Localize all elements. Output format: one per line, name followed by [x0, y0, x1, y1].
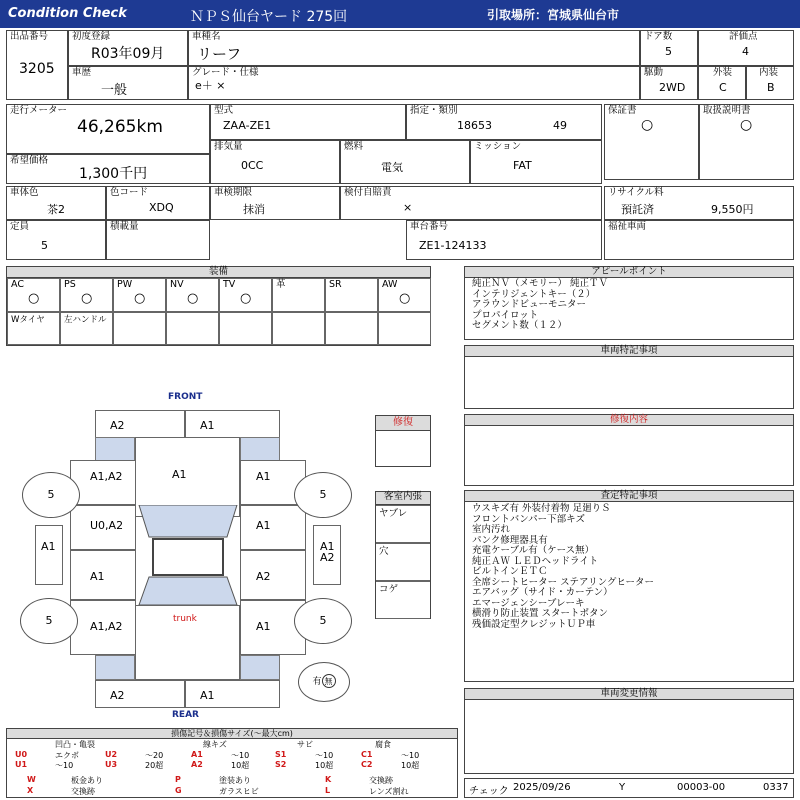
model-name-cell: [188, 30, 640, 66]
legend-code: G: [175, 786, 182, 795]
equip-label: PS: [64, 279, 76, 290]
legend-desc: 10超: [401, 761, 420, 770]
price-label: 希望価格: [10, 155, 49, 166]
price: 1,300千円: [79, 166, 148, 182]
legend-desc: 〜10: [401, 751, 420, 760]
room-item: [376, 543, 430, 581]
equip-mark: ○: [134, 291, 146, 306]
legend-code: U3: [105, 760, 118, 769]
room-item: [376, 581, 430, 619]
legend-code: S2: [275, 760, 287, 769]
legend-code: W: [27, 775, 36, 784]
repair-content-section: [464, 414, 794, 486]
legend-code: U0: [15, 750, 28, 759]
interior-label: 内装: [759, 67, 779, 78]
legend-desc: 〜10: [55, 761, 74, 770]
odometer-cell: [6, 104, 210, 154]
appeal-title: アピールポイント: [465, 267, 793, 278]
color-code-label: 色コード: [110, 187, 149, 198]
check-code: 00003-00: [677, 782, 726, 793]
legend-title: 損傷記号＆損傷サイズ(〜最大cm): [7, 729, 457, 739]
mark-mirror-r2: A2: [320, 551, 335, 564]
equip-label: 革: [276, 279, 286, 290]
interior: B: [767, 81, 775, 94]
manual: ○: [740, 117, 753, 133]
first-reg: R03年09月: [91, 46, 165, 62]
inspector-line: フロントバンパー下部キズ: [472, 513, 585, 525]
repair-box: [375, 415, 431, 467]
room-item-label: 穴: [379, 546, 389, 557]
equip-mark: ○: [28, 291, 40, 306]
check-mark: Y: [619, 782, 626, 793]
grade-label: グレード・仕様: [192, 67, 259, 78]
spare-pre: 有: [312, 677, 322, 687]
welfare-label: 福祉車両: [608, 221, 647, 232]
legend-desc: 〜20: [145, 751, 164, 760]
mark-l4: A1,A2: [90, 620, 123, 633]
equip2-cell-6: [325, 312, 378, 345]
equip-label: PW: [117, 279, 133, 290]
liability: ×: [403, 201, 413, 214]
equip2-cell-3: [166, 312, 219, 345]
legend-code: C1: [361, 750, 373, 759]
exterior-label: 外装: [713, 67, 733, 78]
color-code-cell: [106, 186, 210, 220]
drive: 2WD: [659, 81, 686, 94]
rear-bumper-left: [95, 680, 185, 708]
manual-cell: [699, 104, 794, 180]
inspector-section: [464, 490, 794, 682]
first-reg-label: 初度登録: [72, 31, 111, 42]
mission-cell: [470, 140, 602, 184]
exterior-cell: [698, 66, 746, 100]
legend-desc: 〜10: [315, 751, 334, 760]
tire-rear-right: 5: [294, 598, 352, 644]
chassis-cell: [406, 220, 602, 260]
legend-code: P: [175, 775, 181, 784]
rating-label: 評価点: [729, 31, 758, 42]
recycle-cell: [604, 186, 794, 220]
history-cell: [68, 66, 188, 100]
room-title: 客室内張: [376, 492, 430, 505]
legend-group: サビ: [297, 740, 313, 749]
manual-label: 取扱説明書: [703, 105, 751, 116]
color-label: 車体色: [10, 187, 39, 198]
mark-rt1: A1: [256, 470, 271, 483]
equip2-label: Wタイヤ: [11, 315, 45, 325]
legend-code: U2: [105, 750, 118, 759]
lot-number: 3205: [19, 61, 55, 77]
legend-code: C2: [361, 760, 373, 769]
inspector-line: エアバッグ（サイド・カーテン）: [472, 587, 613, 598]
legend-desc: 〜10: [231, 751, 250, 760]
color-cell: [6, 186, 106, 220]
legend: [6, 728, 458, 798]
capacity-cell: [6, 220, 106, 260]
doors-label: ドア数: [644, 31, 673, 42]
recycle-status: 預託済: [621, 203, 654, 216]
room-item-label: ヤブレ: [379, 508, 408, 519]
mark-rt4: A1: [256, 620, 271, 633]
check-label: チェック: [469, 786, 509, 797]
legend-desc: 塗装あり: [219, 776, 251, 785]
equip-cell-6: [325, 278, 378, 312]
equip2-cell-7: [378, 312, 431, 345]
header-center: ＮＰＳ仙台ヤード 275回: [190, 9, 348, 25]
legend-desc: 交換跡: [369, 776, 393, 785]
displacement-label: 排気量: [214, 141, 243, 152]
tire-front-left: 5: [22, 472, 80, 518]
first-reg-cell: [68, 30, 188, 66]
displacement-cell: [210, 140, 340, 184]
equip-mark: ○: [399, 291, 411, 306]
equip-label: NV: [170, 279, 184, 290]
equip-mark: ○: [187, 291, 199, 306]
price-cell: [6, 154, 210, 184]
front-corner-right: [240, 437, 280, 461]
legend-desc: エクボ: [55, 751, 79, 760]
inspection-label: 車検期限: [214, 187, 253, 198]
type: ZAA-ZE1: [223, 119, 272, 132]
appeal-line: プロパイロット: [472, 309, 539, 321]
equip-cell-3: [166, 278, 219, 312]
equip2-label: 左ハンドル: [64, 315, 107, 325]
room-box: [375, 491, 431, 619]
mark-mirror-l: A1: [41, 540, 56, 553]
equip2-cell-5: [272, 312, 325, 345]
change-section: [464, 688, 794, 774]
chassis-label: 車台番号: [410, 221, 449, 232]
room-item: [376, 505, 430, 543]
special-section: [464, 345, 794, 409]
trunk-label: trunk: [173, 614, 197, 624]
repair-content-title: 修復内容: [465, 415, 793, 426]
recycle-label: リサイクル料: [608, 187, 664, 198]
legend-group: 線キズ: [203, 740, 227, 749]
drive-cell: [640, 66, 698, 100]
header-bar: [0, 0, 800, 28]
legend-desc: ガラスヒビ: [219, 787, 259, 796]
warranty: ○: [641, 117, 654, 133]
legend-desc: 板金あり: [71, 776, 103, 785]
mark-f-left: A2: [110, 419, 125, 432]
equip2-cell-1: [60, 312, 113, 345]
capacity: 5: [41, 239, 48, 252]
equip-mark: ○: [81, 291, 93, 306]
interior-cell: [746, 66, 794, 100]
inspector-line: パンク修理器具有: [472, 534, 548, 546]
doors: 5: [665, 45, 672, 58]
capacity-label: 定員: [10, 221, 30, 232]
type-label: 型式: [214, 105, 234, 116]
odometer-label: 走行メーター: [10, 105, 68, 116]
equip-cell-7: [378, 278, 431, 312]
mirror-left: [35, 525, 63, 585]
lot-cell: [6, 30, 68, 100]
mark-f-right: A1: [200, 419, 215, 432]
legend-code: L: [325, 786, 331, 795]
history: 一般: [101, 83, 128, 98]
grade-cell: [188, 66, 640, 100]
doors-cell: [640, 30, 698, 66]
appeal-section: [464, 266, 794, 340]
type-cell: [210, 104, 406, 140]
rear-corner-left: [95, 655, 135, 680]
equip-label: AW: [382, 279, 398, 290]
rating: 4: [742, 45, 749, 58]
category: 49: [553, 119, 567, 132]
mark-c1: A1: [172, 468, 187, 481]
mark-r-left: A2: [110, 689, 125, 702]
spare-tire: [298, 662, 350, 702]
mark-l3: A1: [90, 570, 105, 583]
front-bumper-left: [95, 410, 185, 438]
equip-mark: ○: [240, 291, 252, 306]
fuel-cell: [340, 140, 470, 184]
header-right: 引取場所：宮城県仙台市: [487, 8, 620, 22]
inspector-line: 横滑り防止装置 スタートボタン: [472, 608, 609, 619]
load-label: 積載量: [110, 221, 139, 232]
equip-cell-5: [272, 278, 325, 312]
rating-cell: [698, 30, 794, 66]
fuel: 電気: [381, 161, 403, 174]
designation: 18653: [457, 119, 492, 132]
check-number: 0337: [763, 782, 789, 793]
room-item-label: コゲ: [379, 584, 399, 595]
odometer: 46,265km: [77, 117, 163, 137]
equip2-cell-2: [113, 312, 166, 345]
liability-label: 検付自賠責: [344, 187, 392, 198]
model-name: リーフ: [197, 45, 242, 63]
inspector-line: 純正ＡＷ ＬＥＤヘッドライト: [472, 555, 599, 567]
appeal-line: 純正ＮＶ（メモリー） 純正ＴＶ: [472, 278, 609, 289]
warranty-cell: [604, 104, 699, 180]
history-label: 車歴: [72, 67, 92, 78]
legend-code: S1: [275, 750, 287, 759]
equip-cell-4: [219, 278, 272, 312]
right-rear-door: [240, 550, 306, 600]
special-title: 車両特記事項: [465, 346, 793, 357]
legend-code: A1: [191, 750, 203, 759]
legend-code: U1: [15, 760, 28, 769]
grade: e＋ ×: [195, 79, 226, 92]
warranty-label: 保証書: [608, 105, 637, 116]
inspector-title: 査定特記事項: [465, 491, 793, 502]
legend-desc: 20超: [145, 761, 164, 770]
designation-cell: [406, 104, 602, 140]
inspector-line: 充電ケーブル有（ケース無）: [472, 545, 595, 556]
legend-code: A2: [191, 760, 203, 769]
mark-l2: U0,A2: [90, 519, 124, 532]
displacement: 0CC: [241, 159, 264, 172]
footer: [464, 778, 794, 798]
rear-label: REAR: [172, 710, 199, 720]
inspection: 抹消: [243, 203, 265, 216]
spare-circle: 無: [322, 674, 336, 688]
change-title: 車両変更情報: [465, 689, 793, 700]
inspector-line: ウスキズ有 外装付着物 足廻りＳ: [472, 503, 611, 514]
legend-desc: 10超: [231, 761, 250, 770]
legend-desc: 交換跡: [71, 787, 95, 796]
inspection-cell: [210, 186, 340, 220]
check-date: 2025/09/26: [513, 782, 571, 793]
legend-group: 腐食: [375, 740, 391, 749]
inspector-line: 全席シートヒーター ステアリングヒーター: [472, 576, 655, 588]
drive-label: 駆動: [644, 67, 664, 78]
front-label: FRONT: [168, 392, 203, 402]
rear-corner-right: [240, 655, 280, 680]
recycle-amount: 9,550円: [711, 203, 754, 216]
equip-cell-0: [7, 278, 60, 312]
mark-rt2: A1: [256, 519, 271, 532]
inspector-line: 残価設定型クレジットＵＰ車: [472, 618, 596, 630]
inspector-line: エマージェンシーブレーキ: [472, 597, 585, 609]
equipment-title: 装備: [7, 267, 430, 278]
equip-label: SR: [329, 279, 342, 290]
tire-rear-left: 5: [20, 598, 78, 644]
tire-front-right: 5: [294, 472, 352, 518]
equip-label: AC: [11, 279, 24, 290]
repair-box-title: 修復: [376, 416, 430, 431]
legend-group: 凹凸・亀裂: [55, 740, 95, 749]
right-front-door: [240, 505, 306, 550]
designation-label: 指定・類別: [410, 105, 458, 116]
equip-label: TV: [223, 279, 236, 290]
appeal-line: セグメント数（１２）: [472, 320, 567, 331]
appeal-line: インテリジェントキー（２）: [472, 288, 596, 300]
equip2-cell-4: [219, 312, 272, 345]
appeal-line: アラウンドビューモニター: [472, 299, 587, 310]
mission: FAT: [513, 159, 532, 172]
mark-r-right: A1: [200, 689, 215, 702]
chassis: ZE1-124133: [419, 239, 487, 252]
equip-cell-2: [113, 278, 166, 312]
equip-cell-1: [60, 278, 113, 312]
front-corner-left: [95, 437, 135, 461]
exterior: C: [719, 81, 727, 94]
mission-label: ミッション: [474, 141, 522, 152]
mark-rt3: A2: [256, 570, 271, 583]
header-left: Condition Check: [8, 6, 127, 21]
welfare-cell: [604, 220, 794, 260]
legend-code: K: [325, 775, 332, 784]
mark-l1: A1,A2: [90, 470, 123, 483]
fuel-label: 燃料: [344, 141, 364, 152]
legend-desc: 10超: [315, 761, 334, 770]
inspector-line: 室内汚れ: [472, 524, 511, 535]
legend-code: X: [27, 786, 34, 795]
inspector-line: ビルトインＥＴＣ: [472, 566, 548, 577]
legend-desc: レンズ割れ: [369, 787, 409, 796]
equipment-section: [6, 266, 431, 346]
color-code: XDQ: [149, 201, 174, 214]
lot-label: 出品番号: [10, 31, 49, 42]
model-name-label: 車種名: [192, 31, 221, 42]
color: 茶2: [47, 203, 65, 216]
roof-glass: [135, 505, 241, 605]
load-cell: [106, 220, 210, 260]
equip2-cell-0: [7, 312, 60, 345]
liability-cell: [340, 186, 602, 220]
mark-mirror-r1: A1: [320, 540, 335, 553]
